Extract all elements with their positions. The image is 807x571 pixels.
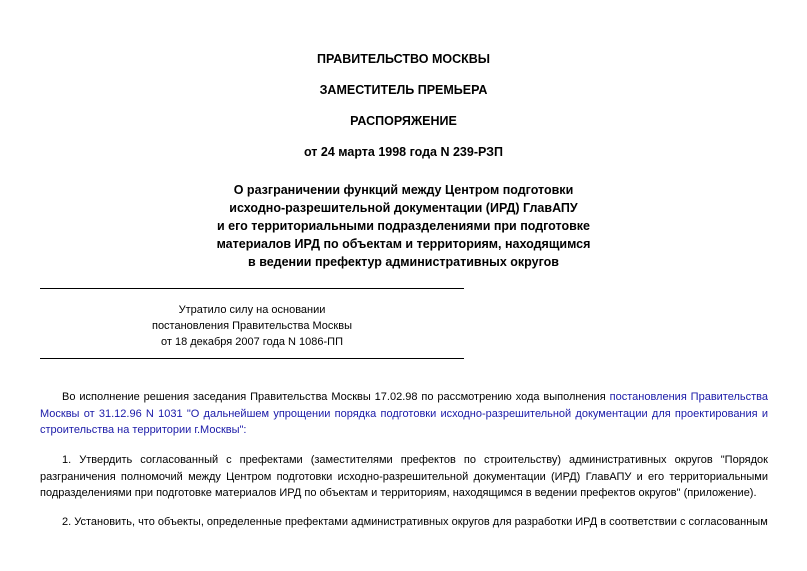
preamble-paragraph (40, 389, 768, 439)
title-line: и его территориальными подразделениями при подготовке (216, 219, 590, 233)
item-paragraph-2: 2. Установить, что объекты, определенные префектами административных округов для разработки ИРД в соответствии с согласованным (62, 516, 768, 528)
bottom-divider (40, 358, 464, 359)
title-line: исходно-разрешительной документации (ИРД) ГлавАПУ (229, 201, 578, 215)
date-number-heading: от 24 марта 1998 года N 239-РЗП (303, 145, 503, 159)
position-heading: ЗАМЕСТИТЕЛЬ ПРЕМЬЕРА (319, 83, 488, 97)
void-note-line: постановления Правительства Москвы (151, 320, 352, 332)
void-note-line: Утратило силу на основании (178, 304, 326, 316)
title-line: О разграничении функций между Центром подготовки (233, 183, 574, 197)
void-note (40, 302, 464, 350)
preamble-text: Во исполнение решения заседания Правительства Москвы 17.02.98 по рассмотрению хода выполнения (62, 391, 610, 403)
org-heading: ПРАВИТЕЛЬСТВО МОСКВЫ (317, 52, 490, 66)
top-divider (40, 288, 464, 289)
title-line: материалов ИРД по объектам и территориям, находящимся (216, 237, 591, 251)
decree-link[interactable]: постановления Правительства Москвы от 31.12.96 N 1031 "О дальнейшем упрощении порядка подготовки исходно-разрешительной документации для проектирования и строительства на территории г.Москвы": (40, 391, 768, 436)
title-line: в ведении префектур административных округов (248, 255, 559, 269)
doc-type-heading: РАСПОРЯЖЕНИЕ (350, 114, 457, 128)
document-title (0, 181, 807, 271)
void-note-line: от 18 декабря 2007 года N 1086-ПП (161, 336, 343, 348)
item-paragraph-1: 1. Утвердить согласованный с префектами (заместителями префектов по строительству) административных округов "Порядок разграничения полномочий между Центром подготовки исходно-разрешительной документации (ИРД) ГлавАПУ и его территориальными подразделениями при подготовке материалов ИРД по объектам и территориям, находящимся в ведении префектов округов" (приложение). (40, 454, 768, 499)
